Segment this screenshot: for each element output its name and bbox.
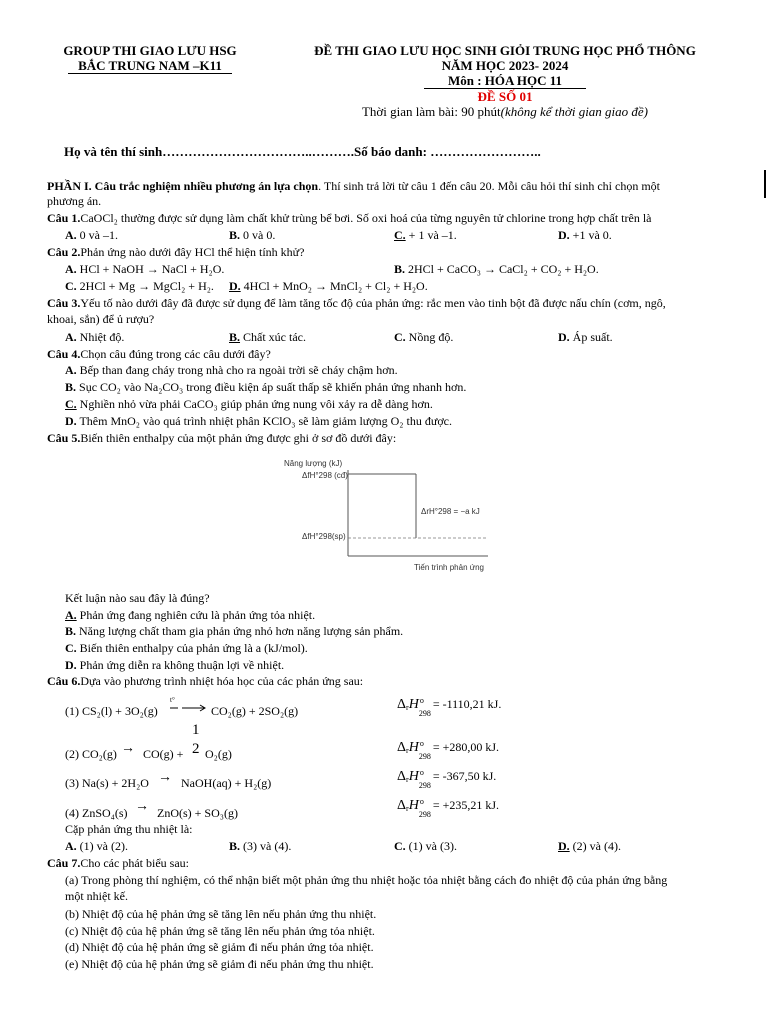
option-text: Nhiệt độ.	[79, 330, 125, 344]
q6-option-a[interactable]	[65, 839, 128, 854]
group-name: GROUP THI GIAO LƯU HSG	[63, 43, 237, 58]
header-left	[40, 43, 260, 74]
option-text: + 1 và –1.	[408, 228, 457, 242]
reaction-1-enthalpy	[397, 696, 502, 718]
h-symbol: H	[408, 798, 419, 813]
h-symbol: H	[408, 697, 419, 712]
q4-text: Chọn câu đúng trong các câu dưới đây?	[80, 347, 271, 361]
option-letter: D.	[558, 330, 570, 344]
q7-stem	[47, 856, 189, 871]
reaction-3-products: NaOH(aq) + H₂(g)	[181, 776, 272, 790]
option-letter: B.	[394, 262, 406, 276]
q1-option-d[interactable]	[558, 228, 612, 243]
subject: Môn : HÓA HỌC 11	[424, 73, 586, 89]
part1-instr2: phương án.	[47, 194, 102, 208]
diagram-x-label: Tiến trình phản ứng	[414, 563, 484, 572]
diagram-y-label: Năng lượng (kJ)	[284, 459, 343, 468]
option-text: Nghiền nhỏ vừa phải CaCO₃ giúp phản ứng nung vôi xảy ra dễ dàng hơn.	[79, 397, 433, 411]
standard-sup: o	[419, 696, 424, 705]
text-cursor	[764, 170, 766, 198]
part1-instructions	[47, 178, 721, 195]
delta-symbol: Δ	[397, 740, 407, 755]
h-symbol: H	[408, 740, 419, 755]
option-letter: B.	[65, 624, 77, 638]
reaction-3-arrow: →	[158, 770, 172, 785]
option-letter: B.	[229, 839, 241, 853]
option-text: Bếp than đang cháy trong nhà cho ra ngoài trời sẽ cháy chậm hơn.	[79, 363, 398, 377]
option-text: (2) và (4).	[572, 839, 621, 853]
h-symbol: H	[408, 769, 419, 784]
option-letter: A.	[65, 262, 77, 276]
time-line	[285, 104, 725, 119]
r-subscript: r	[406, 804, 409, 813]
q3-option-a[interactable]	[65, 330, 124, 345]
option-letter: D.	[65, 414, 77, 428]
option-letter: D.	[558, 839, 570, 853]
diagram-delta-label: ΔrH°298 = −a kJ	[421, 507, 480, 516]
q2-stem	[47, 245, 305, 260]
option-text: 0 và –1.	[79, 228, 118, 242]
reaction-2-frac-den: 2	[192, 741, 200, 757]
header-right	[285, 43, 725, 119]
temp-sub: 298	[418, 752, 431, 761]
option-text: Thêm MnO₂ vào quá trình nhiệt phân KClO₃ sẽ làm giảm lượng O₂ thu được.	[79, 414, 452, 428]
option-letter: C.	[65, 279, 77, 293]
enthalpy-value: = +280,00 kJ.	[432, 740, 500, 754]
reaction-4-enthalpy	[397, 797, 500, 819]
q5-text: Biến thiên enthalpy của một phản ứng được ghi ở sơ đồ dưới đây:	[80, 431, 397, 445]
option-letter: A.	[65, 608, 77, 622]
delta-symbol: Δ	[397, 697, 407, 712]
reaction-4-products: ZnO(s) + SO₃(g)	[157, 806, 238, 820]
q1-stem	[47, 211, 652, 226]
student-info-line: Họ và tên thí sinh……………………………..……….Số báo danh: ……………………..	[64, 144, 541, 159]
option-letter: C.	[65, 641, 77, 655]
q4-option-d[interactable]	[65, 414, 452, 429]
group-region: BẮC TRUNG NAM –K11	[68, 58, 232, 74]
option-letter: B.	[229, 330, 241, 344]
option-text: Áp suất.	[572, 330, 613, 344]
q5-option-c[interactable]	[65, 641, 308, 656]
reaction-2-products: CO(g) +	[143, 747, 184, 761]
option-letter: C.	[394, 839, 406, 853]
q1-label: Câu 1.	[47, 211, 81, 225]
q6-question: Cặp phản ứng thu nhiệt là:	[65, 822, 193, 836]
option-letter: D.	[65, 658, 77, 672]
option-text: (3) và (4).	[243, 839, 292, 853]
q5-option-b[interactable]	[65, 624, 403, 639]
option-letter: A.	[65, 228, 77, 242]
q3-option-c[interactable]	[394, 330, 453, 345]
q3-label: Câu 3.	[47, 296, 81, 310]
temp-sub: 298	[418, 781, 431, 790]
option-text: Nồng độ.	[408, 330, 454, 344]
q1-option-b[interactable]	[229, 228, 275, 243]
option-text: HCl + NaOH → NaCl + H₂O.	[79, 262, 225, 276]
enthalpy-value: = +235,21 kJ.	[432, 798, 500, 812]
enthalpy-value: = -367,50 kJ.	[432, 769, 497, 783]
diagram-product-label: ΔfH°298(sp)	[302, 532, 346, 541]
q7-statement-a-cont: một nhiệt kế.	[65, 889, 128, 903]
reaction-4-arrow: →	[135, 799, 149, 814]
q6-option-c[interactable]	[394, 839, 457, 854]
standard-sup: o	[419, 768, 424, 777]
option-letter: D.	[229, 279, 241, 293]
enthalpy-value: = -1110,21 kJ.	[432, 697, 502, 711]
option-text: 2HCl + CaCO₃ → CaCl₂ + CO₂ + H₂O.	[408, 262, 599, 276]
reaction-3-enthalpy	[397, 768, 497, 790]
part1-title: PHẦN I. Câu trắc nghiệm nhiều phương án lựa chọn	[47, 179, 319, 193]
option-text: (1) và (2).	[79, 839, 128, 853]
q5-stem	[47, 431, 396, 446]
option-letter: A.	[65, 363, 77, 377]
option-letter: C.	[394, 330, 406, 344]
temp-sub: 298	[418, 810, 431, 819]
option-letter: D.	[558, 228, 570, 242]
option-text: 0 và 0.	[243, 228, 276, 242]
q7-text: Cho các phát biểu sau:	[80, 856, 189, 870]
option-text: 2HCl + Mg → MgCl₂ + H₂.	[79, 279, 214, 293]
option-letter: A.	[65, 330, 77, 344]
q4-option-a[interactable]	[65, 363, 398, 378]
time-text: Thời gian làm bài: 90 phút	[361, 104, 501, 119]
q7-statement-c: (c) Nhiệt độ của hệ phản ứng sẽ tăng lên nếu phản ứng tỏa nhiệt.	[65, 924, 375, 938]
r-subscript: r	[406, 703, 409, 712]
q2-option-c[interactable]	[65, 279, 214, 294]
r-subscript: r	[406, 775, 409, 784]
delta-symbol: Δ	[397, 769, 407, 784]
q4-label: Câu 4.	[47, 347, 81, 361]
standard-sup: o	[419, 739, 424, 748]
q7-statement-d: (d) Nhiệt độ của hệ phản ứng sẽ giảm đi nếu phản ứng tỏa nhiệt.	[65, 940, 374, 954]
option-text: (1) và (3).	[408, 839, 457, 853]
q2-label: Câu 2.	[47, 245, 81, 259]
q2-option-b[interactable]	[394, 262, 599, 277]
q2-option-a[interactable]	[65, 262, 224, 277]
option-text: Năng lượng chất tham gia phản ứng nhỏ hơn năng lượng sản phẩm.	[79, 624, 404, 638]
exam-code: ĐỀ SỐ 01	[477, 89, 533, 104]
q5-question: Kết luận nào sau đây là đúng?	[65, 591, 210, 605]
option-text: Phản ứng diễn ra không thuận lợi về nhiệt.	[79, 658, 285, 672]
reaction-3-reactants: (3) Na(s) + 2H₂O	[65, 776, 149, 790]
q6-option-d[interactable]	[558, 839, 621, 854]
reaction-2-enthalpy	[397, 739, 500, 761]
q5-label: Câu 5.	[47, 431, 81, 445]
exam-title: ĐỀ THI GIAO LƯU HỌC SINH GIỎI TRUNG HỌC PHỔ THÔNG	[314, 43, 696, 58]
q1-text: CaOCl₂ thường được sử dụng làm chất khử trùng bể bơi. Số oxi hoá của từng nguyên tử chlorine trong hợp chất trên là	[80, 211, 652, 225]
q3-option-d[interactable]	[558, 330, 613, 345]
option-text: Sục CO₂ vào Na₂CO₃ trong điều kiện áp suất thấp sẽ khiến phản ứng nhanh hơn.	[79, 380, 467, 394]
q4-option-c[interactable]	[65, 397, 433, 412]
q7-label: Câu 7.	[47, 856, 81, 870]
reaction-1-products: CO₂(g) + 2SO₂(g)	[211, 704, 299, 718]
option-text: 4HCl + MnO₂ → MnCl₂ + Cl₂ + H₂O.	[243, 279, 428, 293]
q2-option-d[interactable]	[229, 279, 428, 294]
reaction-1-condition: t°	[170, 696, 175, 704]
q6-label: Câu 6.	[47, 674, 81, 688]
delta-symbol: Δ	[397, 798, 407, 813]
option-text: Biến thiên enthalpy của phản ứng là a (kJ/mol).	[79, 641, 308, 655]
diagram-reactant-label: ΔfH°298 (cđ)	[302, 471, 348, 480]
enthalpy-diagram	[278, 452, 508, 577]
q4-option-b[interactable]	[65, 380, 466, 395]
reaction-2-reactants: (2) CO₂(g)	[65, 747, 117, 761]
q4-stem	[47, 347, 271, 362]
option-text: +1 và 0.	[572, 228, 612, 242]
part1-instr1: . Thí sinh trả lời từ câu 1 đến câu 20. Mỗi câu hỏi thí sinh chỉ chọn một	[318, 179, 660, 193]
r-subscript: r	[406, 746, 409, 755]
standard-sup: o	[419, 797, 424, 806]
q6-option-b[interactable]	[229, 839, 291, 854]
q3-text1: Yếu tố nào dưới đây đã được sử dụng để làm tăng tốc độ của phản ứng: rắc men vào tinh bột đã được nấu chín (cơm, ngô,	[80, 296, 666, 310]
reaction-1-arrow-icon	[168, 704, 208, 714]
q3-option-b[interactable]	[229, 330, 306, 345]
reaction-2-frac-num: 1	[192, 722, 200, 738]
q7-statement-b: (b) Nhiệt độ của hệ phản ứng sẽ tăng lên nếu phản ứng thu nhiệt.	[65, 907, 377, 921]
q7-statement-a: (a) Trong phòng thí nghiệm, có thể nhận biết một phản ứng thu nhiệt hoặc tỏa nhiệt bằng cách đo nhiệt độ của phản ứng bằng	[65, 873, 668, 887]
option-text: Phản ứng đang nghiên cứu là phản ứng tỏa nhiệt.	[79, 608, 316, 622]
option-text: Chất xúc tác.	[243, 330, 306, 344]
reaction-4-reactants: (4) ZnSO₄(s)	[65, 806, 128, 820]
option-letter: B.	[229, 228, 241, 242]
temp-sub: 298	[418, 709, 431, 718]
option-letter: B.	[65, 380, 77, 394]
q1-option-c[interactable]	[394, 228, 457, 243]
q2-text: Phản ứng nào dưới đây HCl thể hiện tính khử?	[80, 245, 305, 259]
q5-option-d[interactable]	[65, 658, 284, 673]
reaction-2-arrow: →	[121, 741, 135, 756]
option-letter: C.	[394, 228, 406, 242]
q1-option-a[interactable]	[65, 228, 118, 243]
reaction-1-reactants: (1) CS₂(l) + 3O₂(g)	[65, 704, 158, 718]
school-year: NĂM HỌC 2023- 2024	[441, 58, 569, 73]
time-note: (không kể thời gian giao đề)	[500, 104, 649, 119]
q6-text: Dựa vào phương trình nhiệt hóa học của các phản ứng sau:	[80, 674, 364, 688]
option-letter: C.	[65, 397, 77, 411]
reaction-2-tail: O₂(g)	[205, 747, 232, 761]
q3-stem	[47, 296, 666, 311]
q6-stem	[47, 674, 363, 689]
q3-text2: khoai, sắn) để ủ rượu?	[47, 312, 155, 326]
q7-statement-e: (e) Nhiệt độ của hệ phản ứng sẽ giảm đi nếu phản ứng thu nhiệt.	[65, 957, 374, 971]
q5-option-a[interactable]	[65, 608, 315, 623]
option-letter: A.	[65, 839, 77, 853]
